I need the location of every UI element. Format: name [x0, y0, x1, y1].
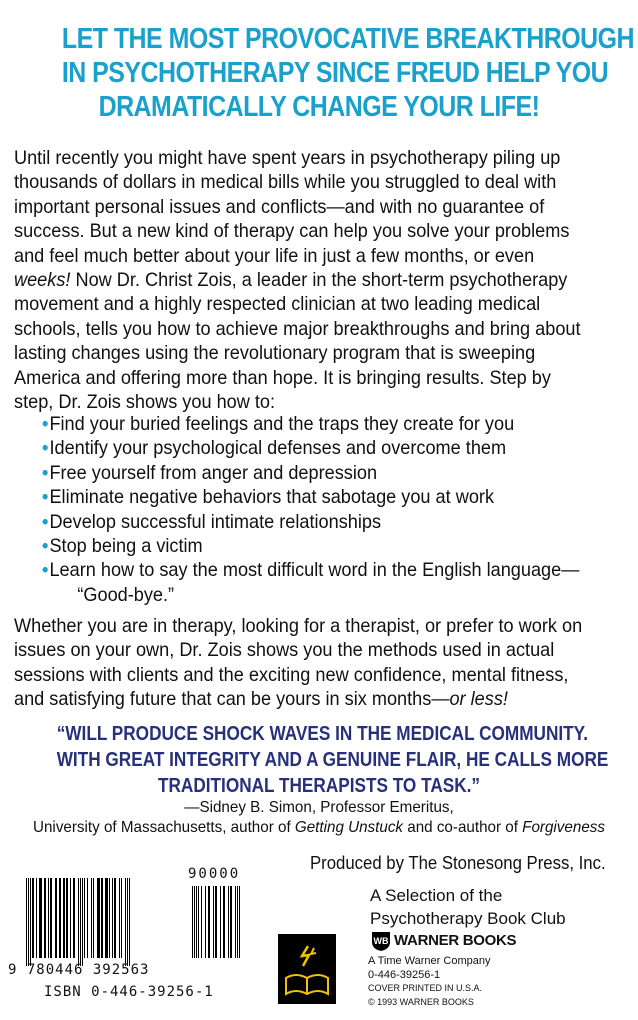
- barcode-bar: [125, 878, 126, 966]
- paragraph-line: sessions with clients and the exciting new confidence, mental fitness,: [14, 663, 569, 686]
- paragraph-line-rest: Now Dr. Christ Zois, a leader in the short-term psychotherapy: [70, 269, 568, 292]
- barcode-bar: [237, 886, 238, 958]
- barcode-bar: [205, 886, 206, 958]
- headline-line-3: DRAMATICALLY CHANGE YOUR LIFE!: [98, 91, 540, 123]
- barcode-bar: [63, 878, 65, 958]
- barcode-bar: [119, 878, 120, 958]
- barcode-bar: [223, 886, 225, 958]
- closing-paragraph: [14, 614, 624, 712]
- barcode-bar: [114, 878, 116, 958]
- bullet-icon: •: [42, 413, 49, 435]
- paragraph-line-start: and satisfying future that can be yours in six months—: [14, 688, 450, 711]
- quote-attribution: [0, 798, 638, 838]
- list-item: [42, 485, 581, 509]
- producer-credit: Produced by The Stonesong Press, Inc.: [310, 853, 606, 873]
- description-paragraph: [14, 146, 624, 414]
- barcode-bar: [112, 878, 113, 958]
- barcode-bar: [44, 878, 46, 958]
- barcode-bar: [32, 878, 34, 958]
- paragraph-line: thousands of dollars in medical bills while you struggled to deal with: [14, 171, 557, 194]
- barcode-bar: [73, 878, 75, 958]
- barcode-bar: [82, 878, 83, 966]
- publisher-company: A Time Warner Company: [368, 955, 491, 967]
- list-item: [42, 436, 581, 460]
- paragraph-line: [14, 687, 581, 711]
- paragraph-line: Until recently you might have spent years in psychotherapy piling up: [14, 147, 561, 169]
- barcode-bar: [192, 886, 193, 958]
- ean-number: 9 780446 392563: [8, 962, 150, 978]
- paragraph-line: movement and a highly respected clinician at two leading medical: [14, 293, 541, 316]
- bullet-icon: •: [42, 486, 49, 509]
- book-title-getting-unstuck: Getting Unstuck: [294, 819, 404, 836]
- paragraph-line: success. But a new kind of therapy can help you solve your problems: [14, 220, 570, 243]
- bullet-icon: •: [42, 510, 49, 533]
- list-item-text: Develop successful intimate relationships: [49, 510, 382, 533]
- paragraph-line: step, Dr. Zois shows you how to:: [14, 391, 276, 414]
- barcode-bar: [105, 878, 108, 958]
- barcode-bar: [127, 878, 128, 966]
- barcode-bar: [230, 886, 232, 958]
- attribution-text: and co-author of: [403, 819, 523, 836]
- barcode-bar: [66, 878, 68, 958]
- barcode-bar: [129, 878, 130, 966]
- barcode-bar: [55, 878, 57, 958]
- barcode-bar: [30, 878, 31, 966]
- list-item-continuation: “Good-bye.”: [77, 583, 175, 606]
- barcode-bar: [50, 878, 52, 958]
- paragraph-line: lasting changes using the revolutionary program that is sweeping: [14, 342, 536, 365]
- barcode-bar: [97, 878, 100, 958]
- barcode-bars: [24, 878, 184, 966]
- barcode-bar: [39, 878, 42, 958]
- list-item-text: Identify your psychological defenses and overcome them: [49, 437, 507, 460]
- barcode-bar: [196, 886, 197, 958]
- barcode-bar: [201, 886, 202, 958]
- barcode-addon-bars: [190, 886, 252, 966]
- barcode-bar: [228, 886, 229, 958]
- barcode-bar: [121, 878, 122, 958]
- paragraph-line: Whether you are in therapy, looking for a therapist, or prefer to work on: [14, 615, 583, 637]
- printed-note: COVER PRINTED IN U.S.A.: [368, 983, 483, 993]
- headline: [61, 22, 634, 124]
- publisher-name: WARNER BOOKS: [394, 932, 517, 949]
- publisher-number: 0-446-39256-1: [368, 968, 441, 981]
- barcode-bar: [78, 878, 79, 966]
- book-club-note: [370, 884, 566, 930]
- paragraph-line: and feel much better about your life in just a few months, or even: [14, 244, 535, 267]
- barcode-bar: [213, 886, 214, 958]
- quote-line-1: “WILL PRODUCE SHOCK WAVES IN THE MEDICAL COMMUNITY.: [56, 723, 589, 745]
- headline-line-2: IN PSYCHOTHERAPY SINCE FREUD HELP YOU: [61, 57, 609, 89]
- barcode-bar: [28, 878, 29, 966]
- barcode-bar: [208, 886, 210, 958]
- barcode-bar: [36, 878, 37, 958]
- emphasis-weeks: weeks!: [14, 269, 71, 292]
- barcode-bar: [70, 878, 71, 958]
- paragraph-line: important personal issues and conflicts—and with no guarantee of: [14, 195, 545, 218]
- bullet-list: [42, 412, 622, 607]
- paragraph-line: [14, 268, 581, 292]
- list-item-text: Stop being a victim: [49, 535, 203, 558]
- price-code: 90000: [188, 866, 241, 882]
- book-title-forgiveness: Forgiveness: [522, 819, 605, 836]
- copyright-note: © 1993 WARNER BOOKS: [368, 996, 474, 1007]
- barcode-bar: [87, 878, 88, 958]
- barcode-bar: [80, 878, 81, 966]
- barcode-bar: [235, 886, 236, 958]
- list-item: [42, 510, 581, 534]
- barcode-bar: [220, 886, 221, 958]
- barcode-bar: [26, 878, 27, 966]
- svg-text:WB: WB: [373, 936, 389, 946]
- endorsement-quote: [14, 721, 624, 799]
- barcode-bar: [84, 878, 85, 958]
- paragraph-line: issues on your own, Dr. Zois shows you the methods used in actual: [14, 639, 555, 662]
- barcode-bar: [215, 886, 217, 958]
- barcode-bar: [101, 878, 103, 958]
- attribution-line-1: —Sidney B. Simon, Professor Emeritus,: [184, 799, 454, 816]
- club-line-1: A Selection of the: [370, 886, 503, 905]
- paragraph-line: schools, tells you how to achieve major breakthroughs and bring about: [14, 317, 581, 340]
- publisher-info: [368, 955, 490, 1009]
- barcode-bar: [109, 878, 110, 958]
- barcode-bar: [59, 878, 61, 958]
- bullet-icon: •: [42, 535, 49, 558]
- paragraph-line: America and offering more than hope. It is bringing results. Step by: [14, 366, 551, 389]
- book-logo-icon: [278, 934, 336, 1004]
- barcode-bar: [93, 878, 94, 958]
- attribution-line-2: [16, 818, 622, 838]
- attribution-text: University of Massachusetts, author of: [33, 819, 295, 836]
- quote-line-3: TRADITIONAL THERAPISTS TO TASK.”: [157, 775, 481, 797]
- bullet-icon: •: [42, 437, 49, 460]
- barcode-bar: [48, 878, 49, 958]
- barcode-bar: [194, 886, 195, 958]
- club-line-2: Psychotherapy Book Club: [370, 909, 566, 928]
- list-item: [42, 558, 581, 582]
- barcode-bar: [198, 886, 199, 958]
- list-item: [42, 534, 581, 558]
- barcode-bar: [239, 886, 240, 958]
- headline-line-1: LET THE MOST PROVOCATIVE BREAKTHROUGH: [61, 23, 634, 55]
- list-item: [42, 412, 581, 436]
- list-item-text: Learn how to say the most difficult word in the English language—: [49, 559, 580, 582]
- wb-shield-icon: [370, 930, 392, 952]
- list-item-text: Free yourself from anger and depression: [49, 461, 378, 484]
- bullet-icon: •: [42, 559, 49, 582]
- list-item-text: Eliminate negative behaviors that sabotage you at work: [49, 486, 495, 509]
- emphasis-or-less: or less!: [449, 688, 508, 711]
- list-item: [42, 461, 581, 485]
- isbn-number: ISBN 0-446-39256-1: [44, 984, 214, 1000]
- barcode-bar: [91, 878, 92, 958]
- quote-line-2: WITH GREAT INTEGRITY AND A GENUINE FLAIR, HE CALLS MORE: [56, 749, 609, 771]
- list-item-text: Find your buried feelings and the traps they create for you: [49, 413, 515, 435]
- bullet-icon: •: [42, 461, 49, 484]
- barcode: [8, 866, 256, 1006]
